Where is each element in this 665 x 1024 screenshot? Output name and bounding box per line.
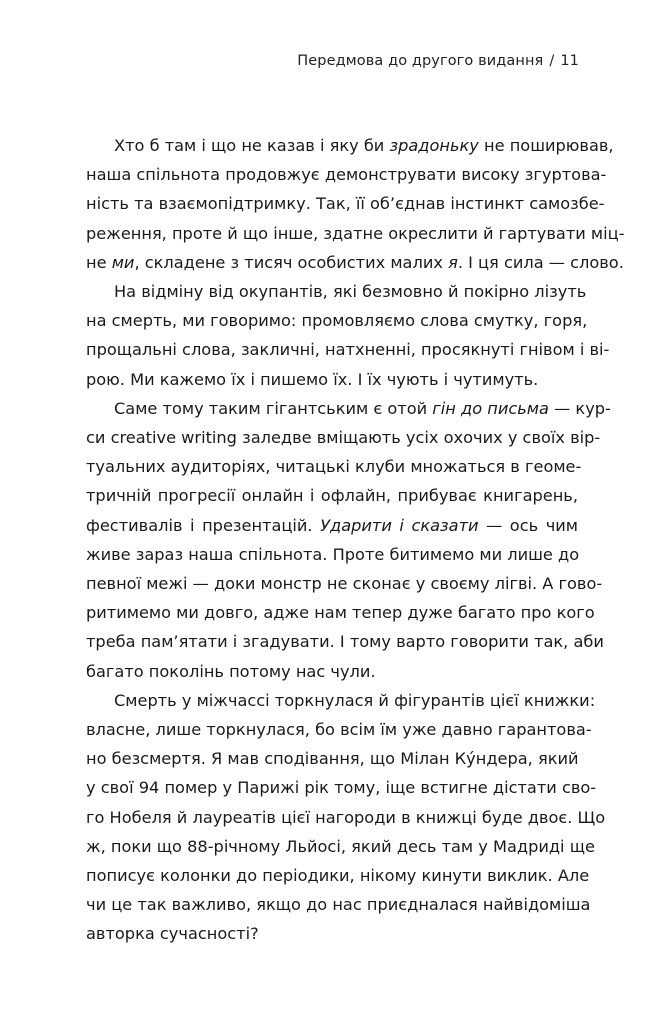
text-line [86,277,587,306]
page-body [86,131,625,949]
text-run: фестивалів і презентацій. [86,515,321,535]
text-run: туальних аудиторіях, читацькі клуби множаться в геоме- [86,457,582,477]
text-line [86,394,611,423]
text-run: На відміну від окупантів, які безмовно й покірно лізуть [114,282,587,302]
text-line [86,686,596,715]
paragraph [86,394,611,686]
text-line [86,452,582,481]
text-line [86,481,578,510]
text-run: не [86,252,112,272]
text-run: тричній прогресії онлайн і офлайн, прибуває книгарень, [86,486,578,506]
text-line [86,744,578,773]
text-line [86,160,607,189]
text-run: чи це так важливо, якщо до нас приєдналася найвідоміша [86,895,591,915]
text-run: наша спільнота продовжує демонструвати високу згуртова- [86,165,607,185]
text-run: живе зараз наша спільнота. Проте битимемо ми лише до [86,544,580,564]
text-run: реження, проте й що інше, здатне окреслити й гартувати міц- [86,223,625,243]
italic-text: гін до письма [432,398,549,418]
text-line [86,919,578,948]
header-separator: / [549,53,555,69]
text-line [86,832,595,861]
section-title: Передмова до другого видання [297,53,544,69]
paragraph [86,131,625,277]
text-run: не поширював, [478,136,614,155]
text-line [86,248,624,277]
text-run: пописує колонки до періодики, нікому кинути виклик. Але [86,866,590,886]
text-line [86,219,625,248]
text-line [86,131,614,160]
italic-text: зрадоньку [389,136,479,155]
text-line [86,627,604,656]
text-line [86,511,578,540]
text-run: прощальні слова, закличні, натхненні, просякнуті гнівом і ві- [86,340,610,360]
text-line [86,365,578,394]
text-run: рою. Ми кажемо їх і пишемо їх. І їх чують і чутимуть. [86,369,539,389]
italic-text: Ударити і сказати [320,515,479,535]
italic-text: я [448,252,458,272]
text-line [86,890,591,919]
text-line [86,715,592,744]
text-run: Смерть у міжчассі торкнулася й фігурантів цієї книжки: [114,690,596,710]
text-run: певної межі — доки монстр не сконає у своєму лігві. А гово- [86,574,603,594]
text-run: Саме тому таким гігантським є отой [114,398,433,418]
text-line [86,803,606,832]
text-run: — кур- [548,398,611,418]
text-line [86,861,590,890]
text-run: . І ця сила — слово. [457,252,624,272]
text-run: — ось чим [478,515,578,535]
text-line [86,540,578,569]
text-line [86,189,605,218]
text-line [86,335,610,364]
text-run: у свої 94 помер у Парижі рік тому, іще встигне дістати сво- [86,778,597,798]
text-line [86,773,597,802]
text-line [86,598,595,627]
text-line [86,657,578,686]
text-line [86,569,603,598]
text-run: авторка сучасності? [86,924,259,944]
paragraph [86,686,606,949]
text-run: но безсмертя. Я мав сподівання, що Мілан Ку́ндера, який [86,749,579,769]
text-run: на смерть, ми говоримо: промовляємо слова смутку, горя, [86,311,588,331]
text-run: си creative writing заледве вміщають усіх охочих у своїх вір- [86,428,601,448]
running-head [297,51,579,71]
text-run: го Нобеля й лауреатів цієї нагороди в книжці буде двоє. Що [86,807,606,827]
text-run: багато поколінь потому нас чули. [86,661,376,681]
paragraph [86,277,610,394]
text-run: ж, поки що 88-річному Льйосі, який десь там у Мадриді ще [86,836,595,856]
text-line [86,306,588,335]
text-run: треба пам’ятати і згадувати. І тому варто говорити так, аби [86,632,604,652]
text-run: ність та взаємопідтримку. Так, її об’єднав інстинкт самозбе- [86,194,605,214]
text-run: ритимемо ми довго, адже нам тепер дуже багато про кого [86,603,595,623]
page-number: 11 [560,53,579,69]
text-run: власне, лише торкнулася, бо всім їм уже давно гарантова- [86,720,592,740]
text-run: Хто б там і що не казав і яку би [114,136,390,155]
text-run: , складене з тисяч особистих малих [134,252,449,272]
italic-text: ми [111,252,135,272]
text-line [86,423,601,452]
